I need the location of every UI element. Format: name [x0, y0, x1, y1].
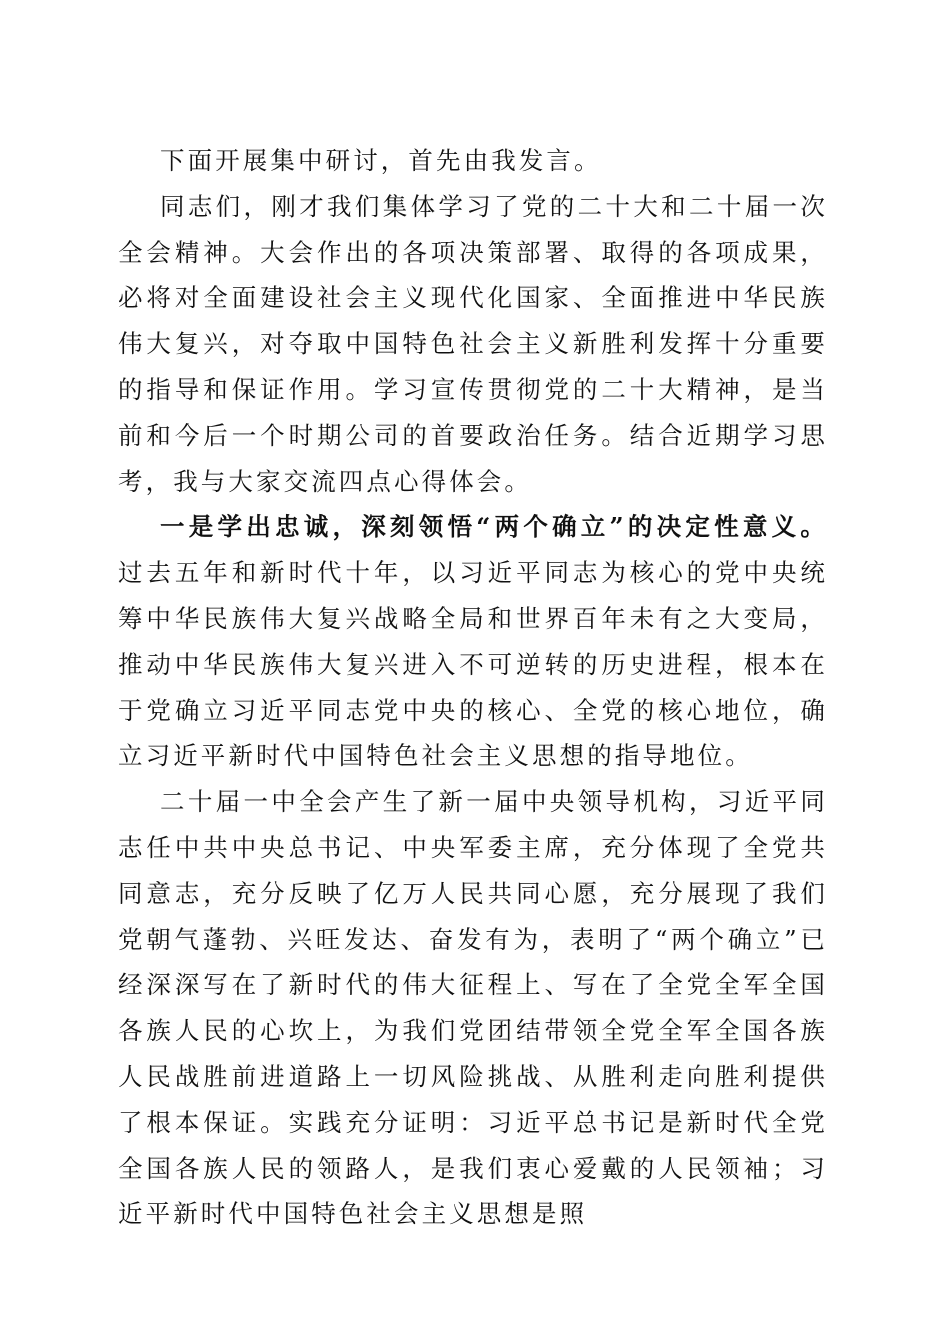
paragraph-text: 过去五年和新时代十年，以习近平同志为核心的党中央统筹中华民族伟大复兴战略全局和世界百年未有之大变局，推动中华民族伟大复兴进入不可逆转的历史进程，根本在于党确立习近平同志党中央的核心、全党的核心地位，确立习近平新时代中国特色社会主义思想的指导地位。 [118, 558, 828, 771]
paragraph-text: 二十届一中全会产生了新一届中央领导机构，习近平同志任中共中央总书记、中央军委主席，充分体现了全党共同意志，充分反映了亿万人民共同心愿，充分展现了我们党朝气蓬勃、兴旺发达、奋发有为，表明了“两个确立”已经深深写在了新时代的伟大征程上、写在了全党全军全国各族人民的心坎上，为我们党团结带领全党全军全国各族人民战胜前进道路上一切风险挑战、从胜利走向胜利提供了根本保证。实践充分证明：习近平总书记是新时代全党全国各族人民的领路人，是我们衷心爱戴的人民领袖；习近平新时代中国特色社会主义思想是照 [118, 787, 828, 1229]
paragraph-text: 下面开展集中研讨，首先由我发言。 [160, 146, 602, 175]
paragraph-heading: 一是学出忠诚，深刻领悟“两个确立”的决定性意义。 [160, 512, 828, 542]
paragraph-opening [118, 138, 828, 184]
paragraph-text: 同志们，刚才我们集体学习了党的二十大和二十届一次全会精神。大会作出的各项决策部署、取得的各项成果，必将对全面建设社会主义现代化国家、全面推进中华民族伟大复兴，对夺取中国特色社会主义新胜利发挥十分重要的指导和保证作用。学习宣传贯彻党的二十大精神，是当前和今后一个时期公司的首要政治任务。结合近期学习思考，我与大家交流四点心得体会。 [118, 191, 828, 496]
document-body [118, 138, 828, 1237]
paragraph-intro [118, 184, 828, 505]
paragraph-point-one [118, 504, 828, 779]
paragraph-plenum [118, 779, 828, 1237]
